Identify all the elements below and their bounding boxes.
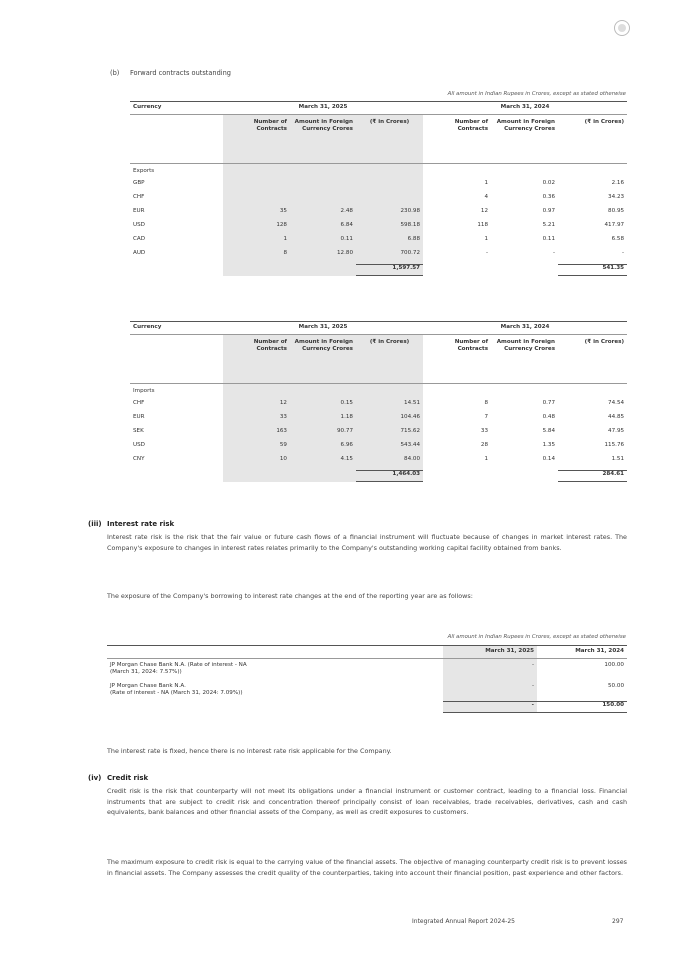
contracts-2025-cell: 33 [223,414,290,428]
value-2025-cell: - [443,680,537,701]
page-number: 297 [612,918,624,925]
lender-line-2: (Rate of interest - NA (March 31, 2024: 7.09%)) [110,690,243,696]
col-inr-2024: (₹ in Crores) [558,115,627,164]
contracts-2024-cell: 1 [484,180,489,186]
foreign-2024-cell: 0.48 [542,414,556,420]
inr-2024-cell: 6.58 [611,236,625,242]
table-row [130,194,627,208]
table-row [130,236,627,250]
foreign-2025-cell: 0.11 [290,236,356,250]
interest-section-label: (iii) [88,520,102,528]
inr-2025-cell: 715.62 [356,428,423,442]
inr-2024-cell: 115.76 [604,442,625,448]
credit-section-title: Credit risk [107,774,149,782]
section-label: (b) [110,69,120,77]
interest-para-2: The exposure of the Company's borrowing to interest rate changes at the end of the reporting year are as follows: [107,592,473,600]
currency-cell: CNY [133,456,145,462]
value-2024-cell: 100.00 [604,662,624,668]
col-foreign-2025: Amount in Foreign Currency Crores [290,115,356,164]
currency-cell: CHF [133,400,145,406]
inr-2024-cell: 44.85 [608,414,625,420]
interest-section-title: Interest rate risk [107,520,175,528]
company-logo-icon [614,20,630,36]
col-inr-2025: (₹ in Crores) [356,335,423,384]
lender-line-1: JP Morgan Chase Bank N.A. [110,683,186,689]
lender-line-1: JP Morgan Chase Bank N.A. (Rate of interest - NA [110,662,247,668]
credit-para-2: The maximum exposure to credit risk is equal to the carrying value of the financial assets. The objective of managing counterparty credit risk is to prevent losses in financial assets. The Company assesses the credit quality of the counterparties, taking into account their financial position, past experience and other factors. [107,858,627,877]
foreign-2024-cell: 0.02 [542,180,556,186]
total-2024: 541.35 [558,265,627,276]
foreign-2024-cell: 0.14 [542,456,556,462]
table-row [130,208,627,222]
inr-2025-cell: 84.00 [356,456,423,471]
foreign-2025-cell: 0.15 [290,400,356,414]
lender-cell [107,680,443,701]
contracts-2025-cell [223,194,290,208]
foreign-2024-cell: 5.21 [542,222,556,228]
currency-cell: AUD [133,250,146,256]
contracts-2025-cell: 35 [223,208,290,222]
period-2024-header: March 31, 2024 [423,322,627,335]
inr-2025-cell [356,194,423,208]
total-2025: 1,597.57 [356,265,423,276]
lender-cell [107,659,443,681]
interest-para-1: Interest rate risk is the risk that the fair value or future cash flows of a financial instrument will fluctuate because of changes in market interest rates. The Company's exposure to changes in interest rates relates primarily to the Company's outstanding working capital facility obtained from banks. [107,533,627,552]
inr-2024-cell: 74.54 [608,400,625,406]
borrowings-total-2025: - [443,701,537,712]
table-row [130,456,627,471]
foreign-2024-cell: - [553,250,556,256]
table-row [130,442,627,456]
contracts-2024-cell: 33 [480,428,489,434]
table-row [130,250,627,265]
inr-2025-cell: 14.51 [356,400,423,414]
col-contracts-2024: Number of Contracts [423,115,491,164]
foreign-2025-cell: 90.77 [290,428,356,442]
lender-line-2: (March 31, 2024: 7.57%)) [110,669,182,675]
col-2025-header: March 31, 2025 [443,646,537,659]
contracts-2024-cell: - [486,250,489,256]
inr-2024-cell: 34.23 [608,194,625,200]
foreign-2025-cell: 2.48 [290,208,356,222]
contracts-2024-cell: 12 [480,208,489,214]
value-2024-cell: 50.00 [607,683,624,689]
footer-report-title: Integrated Annual Report 2024-25 [412,918,515,925]
contracts-2024-cell: 4 [484,194,489,200]
table-row [130,180,627,194]
currency-cell: GBP [133,180,145,186]
table-row [130,414,627,428]
currency-header: Currency [130,102,223,115]
group-label: Imports [133,388,155,394]
col-foreign-2024: Amount in Foreign Currency Crores [491,115,558,164]
section-title: Forward contracts outstanding [130,69,231,77]
foreign-2025-cell: 4.15 [290,456,356,471]
col-inr-2024: (₹ in Crores) [558,335,627,384]
currency-header: Currency [130,322,223,335]
contracts-2025-cell: 128 [223,222,290,236]
contracts-2025-cell [223,180,290,194]
credit-para-1: Credit risk is the risk that counterparty will not meet its obligations under a financial instrument or customer contract, leading to a financial loss. Financial instruments that are subject to credit risk and concentration thereof principally consist of loan receivables, trade receivables, derivatives, cash and cash equivalents, bank balances and other financial assets of the Company, as well as credit exposures to customers. [107,787,627,817]
contracts-2024-cell: 8 [484,400,489,406]
table-row [130,222,627,236]
foreign-2024-cell: 1.35 [542,442,556,448]
imports-table [130,321,627,482]
interest-closing: The interest rate is fixed, hence there is no interest rate risk applicable for the Company. [107,747,392,755]
currency-cell: EUR [133,208,145,214]
foreign-2025-cell: 6.84 [290,222,356,236]
foreign-2024-cell: 0.97 [542,208,556,214]
inr-2025-cell: 543.44 [356,442,423,456]
col-foreign-2025: Amount in Foreign Currency Crores [290,335,356,384]
period-2025-header: March 31, 2025 [223,102,423,115]
table-row [107,680,627,701]
foreign-2025-cell [290,180,356,194]
contracts-2024-cell: 7 [484,414,489,420]
value-2025-cell: - [443,659,537,681]
table-row [130,400,627,414]
col-inr-2025: (₹ in Crores) [356,115,423,164]
currency-cell: CHF [133,194,145,200]
inr-2024-cell: - [622,250,625,256]
period-2024-header: March 31, 2024 [423,102,627,115]
inr-2025-cell: 230.98 [356,208,423,222]
borrowings-table [107,645,627,713]
foreign-2025-cell [290,194,356,208]
total-2025: 1,464.03 [356,471,423,482]
currency-cell: USD [133,442,145,448]
inr-2025-cell: 104.46 [356,414,423,428]
contracts-2024-cell: 28 [480,442,489,448]
inr-2024-cell: 2.16 [611,180,625,186]
amounts-note: All amount in Indian Rupees in Crores, except as stated otherwise [447,91,626,97]
period-2025-header: March 31, 2025 [223,322,423,335]
credit-section-label: (iv) [88,774,102,782]
inr-2024-cell: 80.95 [608,208,625,214]
contracts-2025-cell: 8 [223,250,290,265]
table-row [107,659,627,681]
contracts-2024-cell: 1 [484,456,489,462]
inr-2025-cell: 6.88 [356,236,423,250]
foreign-2025-cell: 6.96 [290,442,356,456]
col-contracts-2024: Number of Contracts [423,335,491,384]
foreign-2024-cell: 0.77 [542,400,556,406]
table-row [130,428,627,442]
foreign-2025-cell: 12.80 [290,250,356,265]
group-label: Exports [133,168,155,174]
foreign-2025-cell: 1.18 [290,414,356,428]
inr-2024-cell: 417.97 [604,222,625,228]
inr-2024-cell: 1.51 [611,456,625,462]
col-contracts-2025: Number of Contracts [223,335,290,384]
foreign-2024-cell: 0.11 [542,236,556,242]
contracts-2024-cell: 118 [477,222,489,228]
col-2024-header: March 31, 2024 [537,646,627,659]
contracts-2025-cell: 59 [223,442,290,456]
inr-2025-cell: 700.72 [356,250,423,265]
currency-cell: CAD [133,236,146,242]
currency-cell: EUR [133,414,145,420]
contracts-2025-cell: 163 [223,428,290,442]
currency-cell: SEK [133,428,144,434]
foreign-2024-cell: 0.36 [542,194,556,200]
col-contracts-2025: Number of Contracts [223,115,290,164]
inr-2025-cell [356,180,423,194]
foreign-2024-cell: 5.84 [542,428,556,434]
contracts-2025-cell: 10 [223,456,290,471]
inr-2025-cell: 598.18 [356,222,423,236]
currency-cell: USD [133,222,145,228]
total-2024: 284.61 [558,471,627,482]
interest-amounts-note: All amount in Indian Rupees in Crores, except as stated otherwise [447,634,626,640]
contracts-2024-cell: 1 [484,236,489,242]
col-foreign-2024: Amount in Foreign Currency Crores [491,335,558,384]
exports-table [130,101,627,276]
contracts-2025-cell: 12 [223,400,290,414]
inr-2024-cell: 47.95 [608,428,625,434]
contracts-2025-cell: 1 [223,236,290,250]
borrowings-total-2024: 150.00 [537,701,627,712]
